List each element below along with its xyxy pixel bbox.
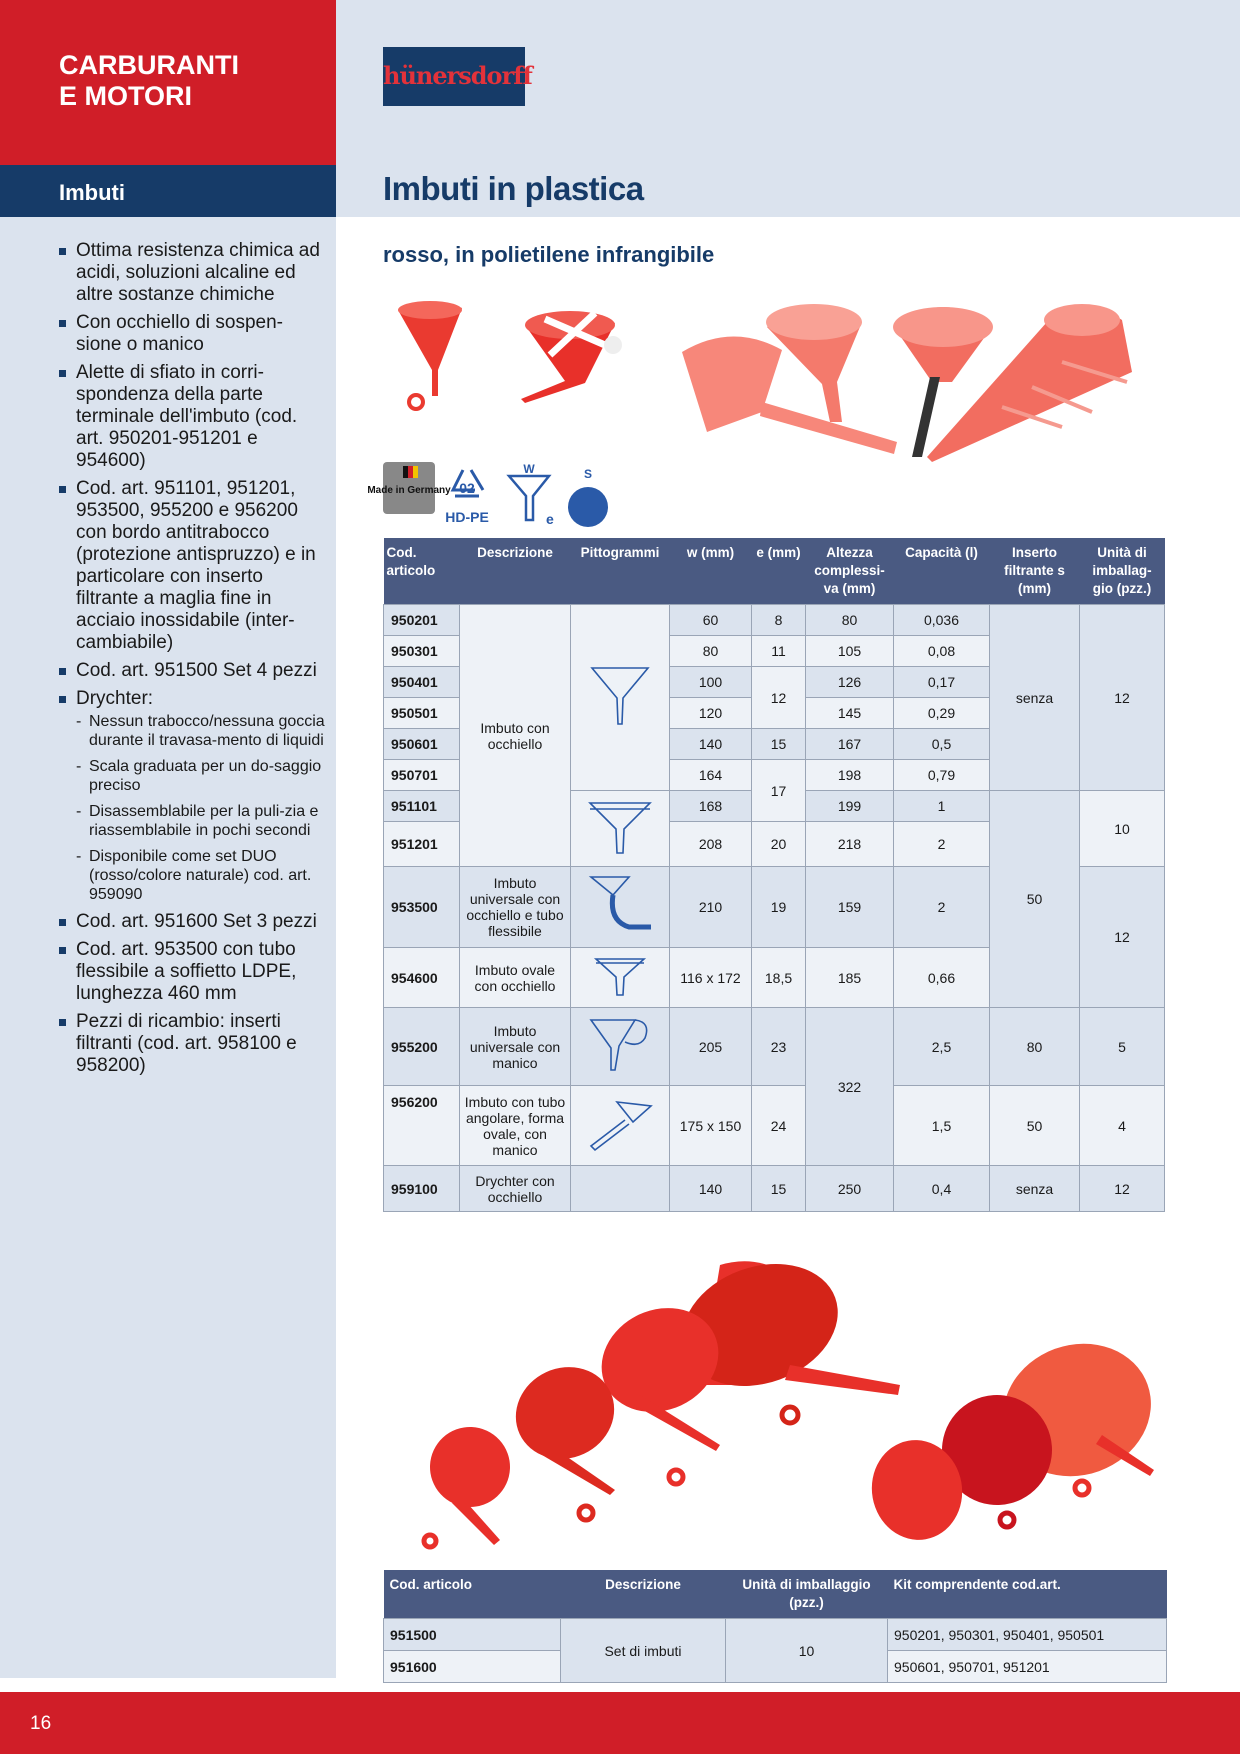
cell-code: 950401 <box>384 667 460 698</box>
sub-item: - Disponibile come set DUO (rosso/colore naturale) cod. art. 959090 <box>76 847 328 904</box>
cell-pack: 12 <box>1080 1166 1165 1212</box>
cell-h: 145 <box>806 698 894 729</box>
feature-list <box>58 240 328 1083</box>
cell-desc: Drychter con occhiello <box>460 1166 571 1212</box>
cell-code: 950501 <box>384 698 460 729</box>
cell-code: 955200 <box>384 1008 460 1086</box>
col-header: w (mm) <box>670 538 752 605</box>
cell-pack: 12 <box>1080 605 1165 791</box>
col-header: Cod. articolo <box>384 1570 561 1619</box>
dimension-funnel-icon <box>509 476 549 520</box>
cell-desc: Set di imbuti <box>561 1619 726 1683</box>
cell-code: 950701 <box>384 760 460 791</box>
col-header: Inserto filtrante s (mm) <box>990 538 1080 605</box>
cell-cap: 0,08 <box>894 636 990 667</box>
angled-funnel-pictogram-icon <box>583 1096 657 1152</box>
feature-item: Con occhiello di sospen-sione o manico <box>58 312 328 356</box>
funnel-photo-assortment <box>672 292 1167 472</box>
feature-item: Cod. art. 951500 Set 4 pezzi <box>58 660 328 682</box>
col-header: e (mm) <box>752 538 806 605</box>
cell-desc: Imbuto con tubo angolare, forma ovale, con manico <box>460 1086 571 1166</box>
cell-e: 24 <box>752 1086 806 1166</box>
cell-w: 80 <box>670 636 752 667</box>
cell-cap: 1,5 <box>894 1086 990 1166</box>
cell-pictogram <box>571 867 670 948</box>
cell-pack: 4 <box>1080 1086 1165 1166</box>
cell-code: 950601 <box>384 729 460 760</box>
feature-item: Ottima resistenza chimica ad acidi, soluzioni alcaline ed altre sostanze chimiche <box>58 240 328 306</box>
recycle-code: 02 <box>459 480 475 496</box>
section-banner <box>0 165 336 217</box>
cell-desc: Imbuto universale con manico <box>460 1008 571 1086</box>
cell-pack: 12 <box>1080 867 1165 1008</box>
cell-filter: 80 <box>990 1008 1080 1086</box>
cell-cap: 0,79 <box>894 760 990 791</box>
cell-h: 159 <box>806 867 894 948</box>
cell-h: 126 <box>806 667 894 698</box>
cell-filter: 50 <box>990 791 1080 1008</box>
sub-item: - Nessun trabocco/nessuna goccia durante il travasa-mento di liquidi <box>76 712 328 750</box>
cell-e: 11 <box>752 636 806 667</box>
e-label: e <box>546 511 554 527</box>
cell-w: 208 <box>670 822 752 867</box>
cell-cap: 2 <box>894 822 990 867</box>
table-row <box>384 1166 1165 1212</box>
cell-pack: 10 <box>726 1619 888 1683</box>
page-number: 16 <box>30 1713 52 1734</box>
table-row <box>384 1008 1165 1086</box>
cell-e: 23 <box>752 1008 806 1086</box>
cell-cap: 0,29 <box>894 698 990 729</box>
cell-h: 322 <box>806 1008 894 1166</box>
table-row <box>384 605 1165 636</box>
page-subtitle: rosso, in polietilene infrangibile <box>383 242 715 267</box>
funnel-set-3-photo <box>862 1340 1162 1550</box>
cell-cap: 1 <box>894 791 990 822</box>
cell-h: 105 <box>806 636 894 667</box>
col-header: Kit comprendente cod.art. <box>888 1570 1167 1619</box>
table-header-row <box>384 1570 1167 1619</box>
cell-code: 951201 <box>384 822 460 867</box>
cell-h: 250 <box>806 1166 894 1212</box>
cell-code: 950301 <box>384 636 460 667</box>
cell-w: 60 <box>670 605 752 636</box>
feature-item: Cod. art. 953500 con tubo flessibile a soffietto LDPE, lunghezza 460 mm <box>58 939 328 1005</box>
cell-h: 185 <box>806 948 894 1008</box>
col-header: Unità di imballaggio (pzz.) <box>726 1570 888 1619</box>
cell-cap: 0,036 <box>894 605 990 636</box>
cell-kit: 950601, 950701, 951201 <box>888 1651 1167 1683</box>
cell-code: 951500 <box>384 1619 561 1651</box>
table-row <box>384 1086 1165 1166</box>
handle-funnel-pictogram-icon <box>585 1012 655 1078</box>
sub-item: - Scala graduata per un do-saggio preciso <box>76 757 328 795</box>
cell-desc: Imbuto con occhiello <box>460 605 571 867</box>
oval-funnel-pictogram-icon <box>592 953 648 999</box>
category-title: CARBURANTI E MOTORI <box>59 50 239 111</box>
cell-pictogram <box>571 1008 670 1086</box>
drychter-sublist <box>76 712 328 904</box>
cell-e: 20 <box>752 822 806 867</box>
cell-w: 140 <box>670 729 752 760</box>
col-header: Descrizione <box>561 1570 726 1619</box>
material-label: HD-PE <box>445 509 489 525</box>
funnel-set-4-photo <box>390 1255 900 1555</box>
cell-pictogram <box>571 791 670 867</box>
cell-cap: 0,5 <box>894 729 990 760</box>
certification-icons <box>367 460 623 530</box>
cell-e: 15 <box>752 729 806 760</box>
funnel-photo-filter <box>505 305 635 415</box>
cell-w: 116 x 172 <box>670 948 752 1008</box>
cell-w: 210 <box>670 867 752 948</box>
product-table <box>383 538 1165 1212</box>
col-header: Descrizione <box>460 538 571 605</box>
cell-pack: 10 <box>1080 791 1165 867</box>
cell-cap: 2,5 <box>894 1008 990 1086</box>
feature-label: Drychter: <box>76 688 154 709</box>
cell-kit: 950201, 950301, 950401, 950501 <box>888 1619 1167 1651</box>
cell-cap: 0,17 <box>894 667 990 698</box>
cell-h: 167 <box>806 729 894 760</box>
cell-pictogram <box>571 948 670 1008</box>
cell-h: 199 <box>806 791 894 822</box>
cell-h: 198 <box>806 760 894 791</box>
cell-e: 12 <box>752 667 806 729</box>
w-label: W <box>523 462 535 476</box>
col-header: Cod. articolo <box>384 538 460 605</box>
section-title: Imbuti <box>59 180 125 205</box>
feature-item: Cod. art. 951101, 951201, 953500, 955200 e 956200 con bordo antitrabocco (protezione antispruzzo) e in particolare con inserto filtrante a maglia fine in acciaio inossidabile (inter-cambiabile) <box>58 478 328 654</box>
cell-e: 15 <box>752 1166 806 1212</box>
funnel-photo-small <box>390 298 480 413</box>
cell-w: 140 <box>670 1166 752 1212</box>
cell-w: 100 <box>670 667 752 698</box>
cell-w: 164 <box>670 760 752 791</box>
col-header: Capacità (l) <box>894 538 990 605</box>
feature-item: Alette di sfiato in corri-spondenza della parte terminale dell'imbuto (cod. art. 950201-951201 e 954600) <box>58 362 328 472</box>
cell-filter: senza <box>990 605 1080 791</box>
mesh-filter-icon <box>568 487 608 527</box>
cell-cap: 0,66 <box>894 948 990 1008</box>
hose-funnel-pictogram-icon <box>585 871 655 941</box>
feature-item: Cod. art. 951600 Set 3 pezzi <box>58 911 328 933</box>
table-header-row <box>384 538 1165 605</box>
cell-e: 18,5 <box>752 948 806 1008</box>
cell-code: 951600 <box>384 1651 561 1683</box>
cell-filter: 50 <box>990 1086 1080 1166</box>
table-row <box>384 1619 1167 1651</box>
brand-logo <box>383 47 532 106</box>
cell-code: 953500 <box>384 867 460 948</box>
filter-funnel-pictogram-icon <box>586 797 654 857</box>
cell-cap: 0,4 <box>894 1166 990 1212</box>
cell-code: 956200 <box>384 1086 460 1166</box>
brand-name: hünersdorff <box>383 61 532 90</box>
funnel-pictogram-icon <box>588 664 652 728</box>
cell-e: 19 <box>752 867 806 948</box>
col-header: Unità di imballag-gio (pzz.) <box>1080 538 1165 605</box>
cell-h: 80 <box>806 605 894 636</box>
sub-item: - Disassemblabile per la puli-zia e riassemblabile in pochi secondi <box>76 802 328 840</box>
feature-item: Pezzi di ricambio: inserti filtranti (cod. art. 958100 e 958200) <box>58 1011 328 1077</box>
cell-code: 954600 <box>384 948 460 1008</box>
cell-e: 8 <box>752 605 806 636</box>
set-table <box>383 1570 1167 1683</box>
cell-desc: Imbuto ovale con occhiello <box>460 948 571 1008</box>
cell-code: 959100 <box>384 1166 460 1212</box>
made-in-text: Made in Germany <box>367 485 451 496</box>
cell-h: 218 <box>806 822 894 867</box>
cell-w: 205 <box>670 1008 752 1086</box>
cell-pictogram <box>571 1166 670 1212</box>
cell-pack: 5 <box>1080 1008 1165 1086</box>
cell-filter: senza <box>990 1166 1080 1212</box>
s-label: S <box>583 467 593 481</box>
cell-code: 951101 <box>384 791 460 822</box>
col-header: Pittogrammi <box>571 538 670 605</box>
cell-code: 950201 <box>384 605 460 636</box>
cell-e: 17 <box>752 760 806 822</box>
cell-pictogram <box>571 605 670 791</box>
cell-w: 120 <box>670 698 752 729</box>
cell-w: 168 <box>670 791 752 822</box>
cell-w: 175 x 150 <box>670 1086 752 1166</box>
cell-pictogram <box>571 1086 670 1166</box>
col-header: Altezza complessi-va (mm) <box>806 538 894 605</box>
cell-desc: Imbuto universale con occhiello e tubo flessibile <box>460 867 571 948</box>
page-title: Imbuti in plastica <box>383 170 644 207</box>
footer-bar <box>0 1692 1240 1754</box>
cell-cap: 2 <box>894 867 990 948</box>
feature-item <box>58 688 328 904</box>
